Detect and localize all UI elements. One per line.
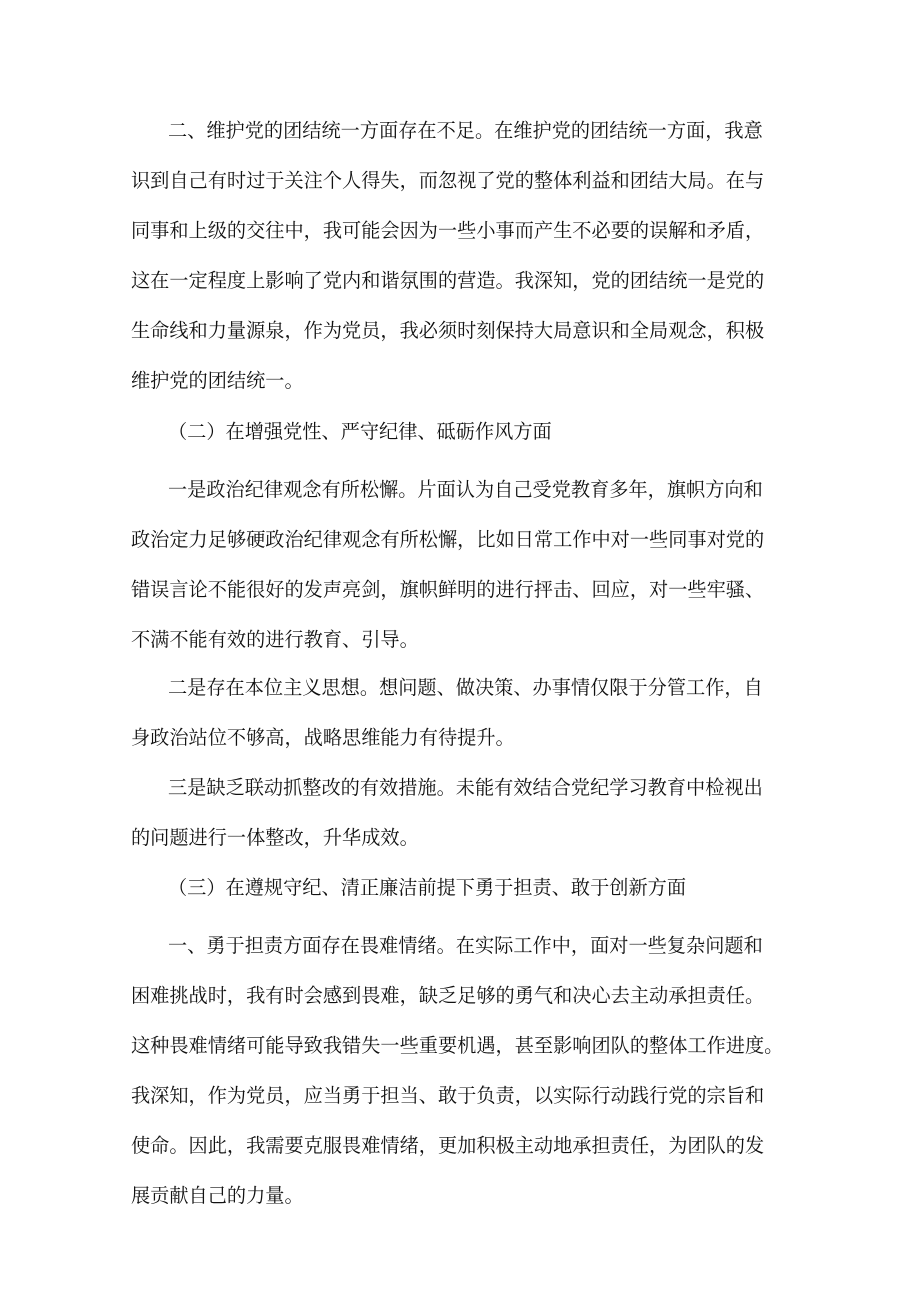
paragraph-1-line-4: 这在一定程度上影响了党内和谐氛围的营造。我深知，党的团结统一是党的: [131, 269, 765, 292]
section-heading-2: （二）在增强党性、严守纪律、砥砺作风方面: [168, 420, 552, 443]
paragraph-5-line-5: 使命。因此，我需要克服畏难情绪，更加积极主动地承担责任，为团队的发: [131, 1134, 765, 1157]
paragraph-5-line-4: 我深知，作为党员，应当勇于担当、敢于负责，以实际行动践行党的宗旨和: [131, 1084, 765, 1107]
paragraph-5-line-1: 一、勇于担责方面存在畏难情绪。在实际工作中，面对一些复杂问题和: [168, 934, 763, 957]
paragraph-2-line-2: 政治定力足够硬政治纪律观念有所松懈，比如日常工作中对一些同事对党的: [131, 528, 765, 551]
paragraph-2-line-1: 一是政治纪律观念有所松懈。片面认为自己受党教育多年，旗帜方向和: [168, 478, 763, 501]
paragraph-2-line-4: 不满不能有效的进行教育、引导。: [131, 628, 419, 651]
paragraph-1-line-3: 同事和上级的交往中，我可能会因为一些小事而产生不必要的误解和矛盾，: [131, 219, 765, 242]
paragraph-5-line-3: 这种畏难情绪可能导致我错失一些重要机遇，甚至影响团队的整体工作进度。: [131, 1034, 784, 1057]
paragraph-3-line-1: 二是存在本位主义思想。想问题、做决策、办事情仅限于分管工作，自: [168, 676, 763, 699]
paragraph-1-line-5: 生命线和力量源泉，作为党员，我必须时刻保持大局意识和全局观念，积极: [131, 319, 765, 342]
paragraph-4-line-1: 三是缺乏联动抓整改的有效措施。未能有效结合党纪学习教育中检视出: [168, 776, 763, 799]
paragraph-2-line-3: 错误言论不能很好的发声亮剑，旗帜鲜明的进行抨击、回应，对一些牢骚、: [131, 578, 765, 601]
paragraph-5-line-6: 展贡献自己的力量。: [131, 1184, 304, 1207]
paragraph-3-line-2: 身政治站位不够高，战略思维能力有待提升。: [131, 726, 515, 749]
paragraph-1-line-2: 识到自己有时过于关注个人得失，而忽视了党的整体利益和团结大局。在与: [131, 169, 765, 192]
paragraph-1-line-6: 维护党的团结统一。: [131, 369, 304, 392]
paragraph-1-line-1: 二、维护党的团结统一方面存在不足。在维护党的团结统一方面，我意: [168, 119, 763, 142]
paragraph-5-line-2: 困难挑战时，我有时会感到畏难，缺乏足够的勇气和决心去主动承担责任。: [131, 984, 765, 1007]
section-heading-3: （三）在遵规守纪、清正廉洁前提下勇于担责、敢于创新方面: [168, 876, 687, 899]
paragraph-4-line-2: 的问题进行一体整改，升华成效。: [131, 826, 419, 849]
